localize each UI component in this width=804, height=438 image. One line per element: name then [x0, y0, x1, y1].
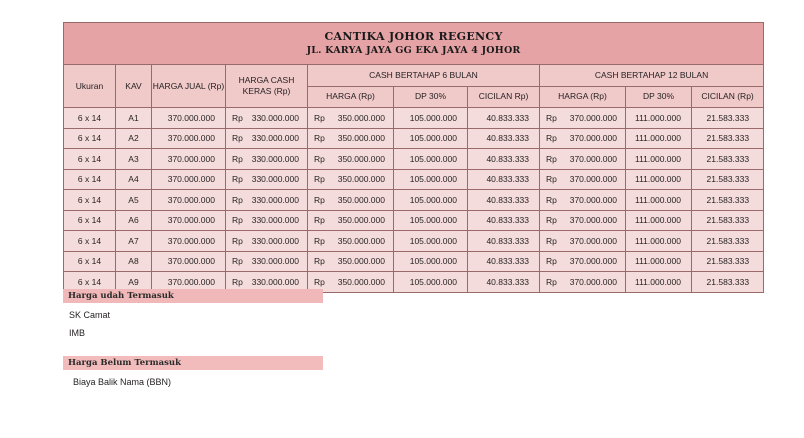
cell-dp-6: 105.000.000 [394, 149, 468, 170]
cell-cicilan-6: 40.833.333 [468, 108, 540, 129]
cell-dp-12: 111.000.000 [626, 149, 692, 170]
cell-harga-cash-keras [226, 149, 308, 170]
cell-harga-12-value: 370.000.000 [569, 215, 617, 226]
currency-prefix: Rp [232, 276, 243, 287]
cell-harga-6 [308, 128, 394, 149]
cell-ukuran: 6 x 14 [64, 108, 116, 129]
table-row [64, 149, 764, 170]
cell-cicilan-6: 40.833.333 [468, 149, 540, 170]
currency-prefix: Rp [314, 276, 325, 287]
cell-dp-6: 105.000.000 [394, 190, 468, 211]
currency-prefix: Rp [232, 194, 243, 205]
currency-prefix: Rp [546, 215, 557, 226]
currency-prefix: Rp [314, 133, 325, 144]
cell-harga-12 [540, 231, 626, 252]
cell-harga-cash-keras [226, 210, 308, 231]
cell-harga-jual: 370.000.000 [152, 169, 226, 190]
cell-harga-cash-keras-value: 330.000.000 [251, 112, 299, 123]
table-row [64, 251, 764, 272]
cell-dp-6: 105.000.000 [394, 169, 468, 190]
cell-harga-6 [308, 210, 394, 231]
cell-dp-6: 105.000.000 [394, 210, 468, 231]
cell-harga-jual: 370.000.000 [152, 272, 226, 293]
cell-dp-12: 111.000.000 [626, 251, 692, 272]
col-header-harga-jual: HARGA JUAL (Rp) [152, 65, 226, 108]
cell-harga-jual: 370.000.000 [152, 128, 226, 149]
currency-prefix: Rp [314, 215, 325, 226]
cell-cicilan-6: 40.833.333 [468, 190, 540, 211]
cell-ukuran: 6 x 14 [64, 231, 116, 252]
currency-prefix: Rp [546, 235, 557, 246]
cell-cicilan-12: 21.583.333 [692, 108, 764, 129]
cell-dp-12: 111.000.000 [626, 190, 692, 211]
cell-harga-12 [540, 128, 626, 149]
cell-kav: A6 [116, 210, 152, 231]
currency-prefix: Rp [232, 153, 243, 164]
cell-dp-12: 111.000.000 [626, 128, 692, 149]
notes-included-item-1: IMB [69, 328, 86, 338]
cell-ukuran: 6 x 14 [64, 190, 116, 211]
cell-dp-12: 111.000.000 [626, 231, 692, 252]
cell-harga-12-value: 370.000.000 [569, 194, 617, 205]
cell-harga-6-value: 350.000.000 [337, 276, 385, 287]
currency-prefix: Rp [232, 235, 243, 246]
cell-harga-cash-keras-value: 330.000.000 [251, 174, 299, 185]
currency-prefix: Rp [314, 235, 325, 246]
notes-excluded [63, 356, 363, 388]
notes-excluded-item-0: Biaya Balik Nama (BBN) [73, 377, 172, 387]
cell-harga-12-value: 370.000.000 [569, 133, 617, 144]
table-row [64, 108, 764, 129]
cell-harga-jual: 370.000.000 [152, 251, 226, 272]
cell-kav: A1 [116, 108, 152, 129]
currency-prefix: Rp [546, 112, 557, 123]
cell-harga-12 [540, 108, 626, 129]
cell-dp-12: 111.000.000 [626, 210, 692, 231]
page-subtitle: JL. KARYA JAYA GG EKA JAYA 4 JOHOR [306, 44, 521, 56]
cell-harga-cash-keras-value: 330.000.000 [251, 256, 299, 267]
cell-harga-cash-keras-value: 330.000.000 [251, 276, 299, 287]
cell-harga-6-value: 350.000.000 [337, 174, 385, 185]
cell-cicilan-12: 21.583.333 [692, 149, 764, 170]
cell-cicilan-12: 21.583.333 [692, 190, 764, 211]
cell-cicilan-12: 21.583.333 [692, 251, 764, 272]
cell-cicilan-12: 21.583.333 [692, 210, 764, 231]
header-row-1 [64, 65, 764, 87]
cell-harga-12 [540, 190, 626, 211]
cell-harga-12-value: 370.000.000 [569, 276, 617, 287]
currency-prefix: Rp [232, 215, 243, 226]
cell-kav: A3 [116, 149, 152, 170]
cell-harga-jual: 370.000.000 [152, 108, 226, 129]
currency-prefix: Rp [546, 194, 557, 205]
cell-harga-6-value: 350.000.000 [337, 112, 385, 123]
cell-harga-jual: 370.000.000 [152, 210, 226, 231]
cell-dp-12: 111.000.000 [626, 169, 692, 190]
cell-kav: A7 [116, 231, 152, 252]
cell-cicilan-6: 40.833.333 [468, 251, 540, 272]
table-row [64, 210, 764, 231]
cell-harga-cash-keras [226, 128, 308, 149]
currency-prefix: Rp [314, 256, 325, 267]
cell-harga-12-value: 370.000.000 [569, 153, 617, 164]
cell-cicilan-12: 21.583.333 [692, 169, 764, 190]
document-title-cell [64, 23, 764, 65]
notes-included-title: Harga udah Termasuk [63, 289, 323, 303]
cell-cicilan-6: 40.833.333 [468, 272, 540, 293]
cell-ukuran: 6 x 14 [64, 149, 116, 170]
cell-harga-12 [540, 272, 626, 293]
cell-harga-6-value: 350.000.000 [337, 256, 385, 267]
currency-prefix: Rp [546, 153, 557, 164]
table-row [64, 128, 764, 149]
cell-harga-jual: 370.000.000 [152, 190, 226, 211]
price-sheet [63, 22, 754, 293]
cell-cicilan-6: 40.833.333 [468, 128, 540, 149]
cell-harga-cash-keras-value: 330.000.000 [251, 194, 299, 205]
cell-kav: A8 [116, 251, 152, 272]
currency-prefix: Rp [314, 112, 325, 123]
cell-dp-6: 105.000.000 [394, 251, 468, 272]
cell-ukuran: 6 x 14 [64, 272, 116, 293]
col-header-harga-12: HARGA (Rp) [540, 86, 626, 108]
col-header-harga-6: HARGA (Rp) [308, 86, 394, 108]
cell-cicilan-12: 21.583.333 [692, 128, 764, 149]
col-header-ukuran: Ukuran [64, 65, 116, 108]
currency-prefix: Rp [314, 174, 325, 185]
col-header-harga-cash-keras: HARGA CASH KERAS (Rp) [226, 65, 308, 108]
cell-harga-6 [308, 251, 394, 272]
cell-harga-6 [308, 169, 394, 190]
cell-dp-6: 105.000.000 [394, 128, 468, 149]
cell-harga-12-value: 370.000.000 [569, 174, 617, 185]
currency-prefix: Rp [232, 256, 243, 267]
currency-prefix: Rp [546, 256, 557, 267]
cell-ukuran: 6 x 14 [64, 251, 116, 272]
currency-prefix: Rp [546, 276, 557, 287]
cell-ukuran: 6 x 14 [64, 128, 116, 149]
currency-prefix: Rp [232, 174, 243, 185]
col-header-dp-6: DP 30% [394, 86, 468, 108]
cell-harga-12 [540, 210, 626, 231]
cell-harga-cash-keras [226, 251, 308, 272]
cell-harga-cash-keras-value: 330.000.000 [251, 215, 299, 226]
cell-harga-cash-keras [226, 108, 308, 129]
cell-harga-cash-keras-value: 330.000.000 [251, 235, 299, 246]
cell-kav: A5 [116, 190, 152, 211]
cell-ukuran: 6 x 14 [64, 210, 116, 231]
group-header-cash-12: CASH BERTAHAP 12 BULAN [540, 65, 764, 87]
title-row [64, 23, 764, 65]
cell-harga-6 [308, 108, 394, 129]
cell-cicilan-6: 40.833.333 [468, 169, 540, 190]
col-header-dp-12: DP 30% [626, 86, 692, 108]
cell-harga-6-value: 350.000.000 [337, 133, 385, 144]
cell-harga-6 [308, 190, 394, 211]
cell-harga-12 [540, 251, 626, 272]
currency-prefix: Rp [546, 133, 557, 144]
cell-harga-6-value: 350.000.000 [337, 215, 385, 226]
table-body [64, 108, 764, 293]
cell-harga-6 [308, 231, 394, 252]
col-header-kav: KAV [116, 65, 152, 108]
currency-prefix: Rp [232, 112, 243, 123]
cell-dp-6: 105.000.000 [394, 108, 468, 129]
cell-dp-12: 111.000.000 [626, 272, 692, 293]
cell-harga-jual: 370.000.000 [152, 149, 226, 170]
table-row [64, 231, 764, 252]
col-header-cicilan-12: CICILAN (Rp) [692, 86, 764, 108]
page-title: CANTIKA JOHOR REGENCY [324, 29, 503, 43]
cell-dp-6: 105.000.000 [394, 231, 468, 252]
cell-harga-6-value: 350.000.000 [337, 153, 385, 164]
notes-included-item-0: SK Camat [69, 310, 111, 320]
cell-harga-cash-keras [226, 169, 308, 190]
cell-harga-12-value: 370.000.000 [569, 235, 617, 246]
cell-kav: A2 [116, 128, 152, 149]
cell-cicilan-6: 40.833.333 [468, 210, 540, 231]
cell-cicilan-12: 21.583.333 [692, 231, 764, 252]
pricing-table [63, 22, 764, 293]
cell-cicilan-6: 40.833.333 [468, 231, 540, 252]
cell-kav: A9 [116, 272, 152, 293]
currency-prefix: Rp [546, 174, 557, 185]
notes-included [63, 289, 363, 339]
table-row [64, 169, 764, 190]
cell-dp-12: 111.000.000 [626, 108, 692, 129]
cell-harga-cash-keras [226, 190, 308, 211]
cell-harga-12-value: 370.000.000 [569, 112, 617, 123]
currency-prefix: Rp [314, 153, 325, 164]
cell-kav: A4 [116, 169, 152, 190]
currency-prefix: Rp [232, 133, 243, 144]
group-header-cash-6: CASH BERTAHAP 6 BULAN [308, 65, 540, 87]
notes-excluded-title: Harga Belum Termasuk [63, 356, 323, 370]
table-row [64, 190, 764, 211]
cell-harga-12 [540, 149, 626, 170]
cell-harga-6-value: 350.000.000 [337, 235, 385, 246]
cell-harga-12 [540, 169, 626, 190]
cell-harga-jual: 370.000.000 [152, 231, 226, 252]
col-header-cicilan-6: CICILAN Rp) [468, 86, 540, 108]
cell-harga-6 [308, 149, 394, 170]
cell-ukuran: 6 x 14 [64, 169, 116, 190]
cell-harga-12-value: 370.000.000 [569, 256, 617, 267]
cell-cicilan-12: 21.583.333 [692, 272, 764, 293]
cell-harga-cash-keras [226, 231, 308, 252]
cell-harga-6-value: 350.000.000 [337, 194, 385, 205]
cell-harga-cash-keras-value: 330.000.000 [251, 133, 299, 144]
currency-prefix: Rp [314, 194, 325, 205]
cell-dp-6: 105.000.000 [394, 272, 468, 293]
cell-harga-cash-keras-value: 330.000.000 [251, 153, 299, 164]
